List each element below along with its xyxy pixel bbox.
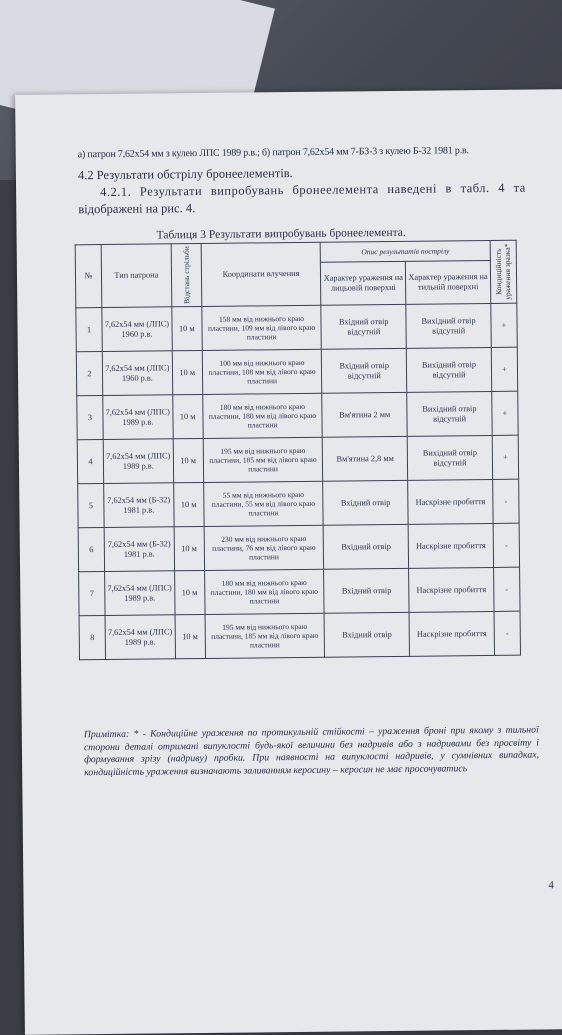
cell-front: Вхідний отвір xyxy=(323,480,408,525)
paragraph-line-1: 4.2.1. Результати випробувань бронеелемента наведені в табл. 4 та xyxy=(100,180,526,200)
cell-cond: + xyxy=(492,391,519,435)
header-distance-text: Відстань стрільби xyxy=(181,246,192,305)
header-cartridge: Тип патрона xyxy=(101,244,171,308)
cell-cond: - xyxy=(494,567,521,611)
cell-coords: 230 мм від нижнього краю пластини, 76 мм від лівого краю пластини xyxy=(204,525,324,570)
header-distance xyxy=(171,243,202,306)
header-back: Характер ураження на тильній поверхні xyxy=(406,260,491,304)
cell-cartridge: 7,62х54 мм (Б-32) 1981 р.в. xyxy=(104,527,174,572)
cell-coords: 158 мм від нижнього краю пластини, 109 мм від лівого краю пластини xyxy=(202,305,322,350)
table-row xyxy=(79,567,520,616)
cell-distance: 10 м xyxy=(173,482,203,526)
header-group: Опис результатів пострілу xyxy=(321,240,491,262)
cell-cartridge: 7,62х54 мм (ЛПС) 1960 р.в. xyxy=(102,307,172,352)
cell-front: Вм'ятина 2 мм xyxy=(322,392,407,437)
results-table xyxy=(75,240,521,661)
cell-distance: 10 м xyxy=(174,570,204,614)
cell-cartridge: 7,62х54 мм (ЛПС) 1989 р.в. xyxy=(105,571,175,616)
cell-front: Вхідний отвір відсутній xyxy=(322,348,407,393)
cell-cond: - xyxy=(494,611,521,655)
cell-distance: 10 м xyxy=(172,350,202,394)
cell-num: 1 xyxy=(76,308,102,352)
header-coords: Координати влучення xyxy=(201,242,321,306)
cell-cartridge: 7,62х54 мм (ЛПС) 1960 р.в. xyxy=(102,351,172,396)
cell-coords: 55 мм від нижнього краю пластини, 55 мм від лівого краю пластини xyxy=(203,481,323,526)
cell-coords: 180 мм від нижнього краю пластини, 180 мм від лівого краю пластини xyxy=(202,393,322,438)
caption-line-a: а) патрон 7,62х54 мм з кулею ЛПС 1989 р.в.; б) патрон 7,62х54 мм 7-БЗ-3 з кулею Б-32 1981 р.в. xyxy=(77,145,469,161)
cell-back: Вихідний отвір відсутній xyxy=(407,435,492,480)
document-page xyxy=(15,89,562,1035)
cell-distance: 10 м xyxy=(174,526,204,570)
table-note: Примітка: * - Кондиційне ураження по протикульній стійкості – ураження броні при якому з тильної сторони деталі отримані випуклості будь-якої величини без надривів або з надривами без просвіту і формування зрізу (надриву) пробки. При наявності на випуклості надривів, у сумнівних випадках, кондиційність ураження визначають заливанням керосину – керосин не має просочуватись xyxy=(83,724,540,779)
cell-distance: 10 м xyxy=(172,306,202,350)
cell-num: 7 xyxy=(79,572,105,616)
cell-cond: + xyxy=(491,303,518,347)
cell-distance: 10 м xyxy=(173,438,203,482)
table-row xyxy=(76,347,517,396)
header-num: № xyxy=(75,245,102,308)
cell-num: 6 xyxy=(78,528,104,572)
cell-distance: 10 м xyxy=(173,394,203,438)
table-row xyxy=(78,479,519,528)
cell-cond: - xyxy=(493,479,520,523)
cell-front: Вхідний отвір xyxy=(324,612,409,657)
cell-back: Наскрізне пробиття xyxy=(408,523,493,568)
cell-coords: 195 мм від нижнього краю пластини, 185 мм від лівого краю пластини xyxy=(203,437,323,482)
cell-cartridge: 7,62х54 мм (ЛПС) 1989 р.в. xyxy=(103,395,173,440)
cell-num: 8 xyxy=(79,616,105,660)
cell-cond: - xyxy=(493,523,520,567)
cell-distance: 10 м xyxy=(175,614,205,658)
cell-front: Вхідний отвір відсутній xyxy=(321,304,406,349)
table-row xyxy=(76,303,517,352)
header-conditional xyxy=(490,240,517,303)
cell-cond: + xyxy=(491,347,518,391)
cell-num: 3 xyxy=(77,396,103,440)
cell-cartridge: 7,62х54 мм (ЛПС) 1989 р.в. xyxy=(103,439,173,484)
cell-num: 2 xyxy=(76,352,102,396)
section-heading: 4.2 Результати обстрілу бронеелементів. xyxy=(77,166,293,183)
table-row xyxy=(77,435,518,484)
table-row xyxy=(77,391,518,440)
paragraph-line-2: відображені на рис. 4. xyxy=(78,201,196,217)
cell-back: Наскрізне пробиття xyxy=(409,567,494,612)
cell-coords: 180 мм від нижнього краю пластини, 180 мм від лівого краю пластини xyxy=(204,569,324,614)
table-row xyxy=(79,611,520,660)
cell-num: 4 xyxy=(77,440,103,484)
cell-coords: 100 мм від нижнього краю пластини, 108 мм від лівого краю пластини xyxy=(202,349,322,394)
cell-front: Вхідний отвір xyxy=(324,568,409,613)
cell-front: Вм'ятина 2,8 мм xyxy=(323,436,408,481)
cell-cartridge: 7,62х54 мм (Б-32) 1981 р.в. xyxy=(104,483,174,528)
cell-coords: 195 мм від нижнього краю пластини, 185 мм від лівого краю пластини xyxy=(205,613,325,658)
table-caption: Таблиця 3 Результати випробувань бронеелемента. xyxy=(156,226,406,242)
page-number: 4 xyxy=(548,879,554,892)
cell-cartridge: 7,62х54 мм (ЛПС) 1989 р.в. xyxy=(105,615,175,660)
cell-back: Вихідний отвір відсутній xyxy=(406,303,491,348)
cell-back: Наскрізне пробиття xyxy=(409,611,494,656)
cell-cond: + xyxy=(492,435,519,479)
cell-num: 5 xyxy=(78,484,104,528)
cell-back: Вихідний отвір відсутній xyxy=(406,347,491,392)
cell-back: Вихідний отвір відсутній xyxy=(407,391,492,436)
header-front: Характер ураження на лицьовій поверхні xyxy=(321,261,406,305)
table-row xyxy=(78,523,519,572)
cell-back: Наскрізне пробиття xyxy=(408,479,493,524)
cell-front: Вхідний отвір xyxy=(323,524,408,569)
header-conditional-text: Кондиційність ураження зразка* xyxy=(494,243,513,300)
